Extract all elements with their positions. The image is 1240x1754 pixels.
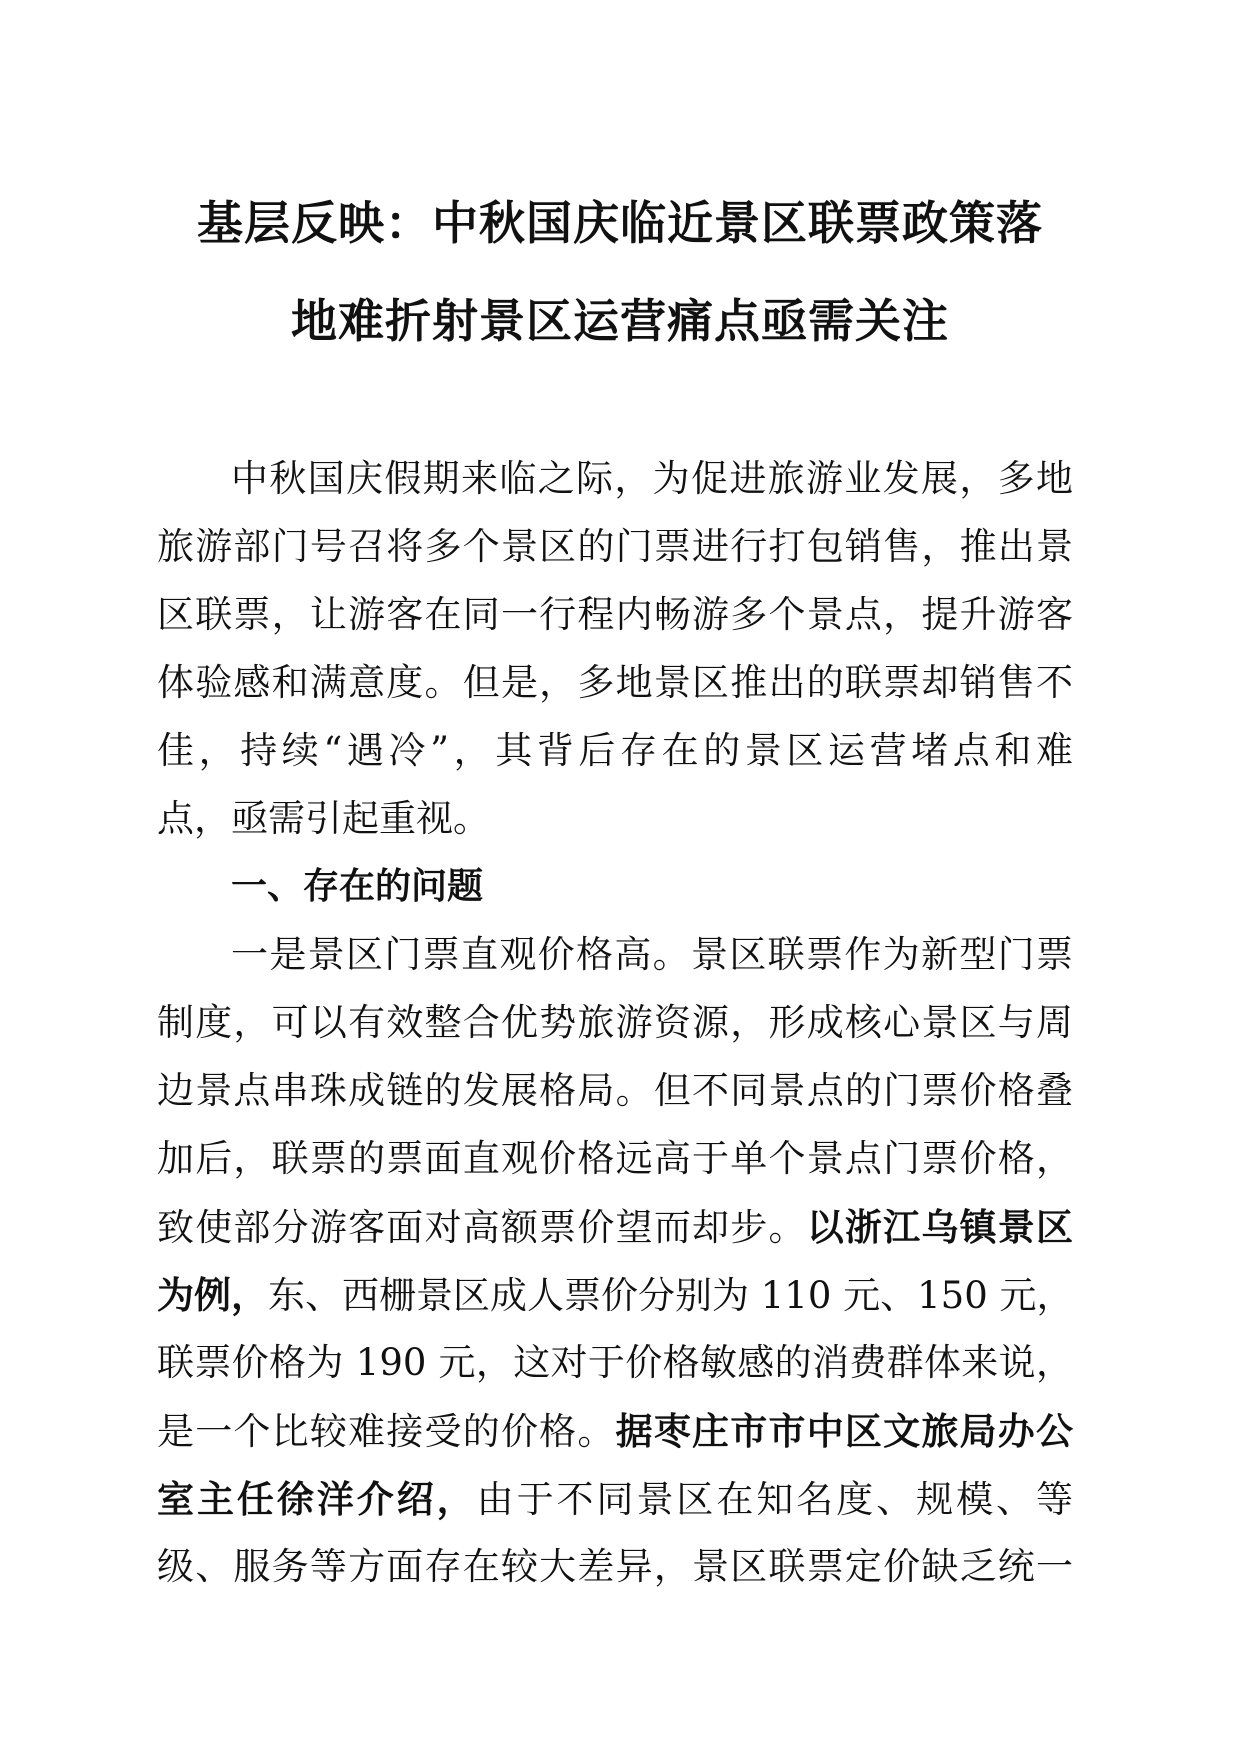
text-line bbox=[157, 1193, 1073, 1261]
text-line: 点，亟需引起重视。 bbox=[157, 797, 490, 840]
text-line: 一是景区门票直观价格高。景区联票作为新型门票 bbox=[231, 933, 1073, 976]
text-line bbox=[157, 1397, 1073, 1465]
text-line: 中秋国庆假期来临之际，为促进旅游业发展，多地 bbox=[231, 457, 1073, 500]
section-heading: 一、存在的问题 bbox=[231, 866, 484, 907]
bold-text-segment: 以浙江乌镇景区 bbox=[806, 1205, 1074, 1249]
text-line: 旅游部门号召将多个景区的门票进行打包销售，推出景 bbox=[157, 525, 1073, 568]
bold-text-segment: 据枣庄市市中区文旅局办公 bbox=[615, 1409, 1074, 1453]
text-line: 区联票，让游客在同一行程内畅游多个景点，提升游客 bbox=[157, 593, 1073, 636]
text-line: 加后，联票的票面直观价格远高于单个景点门票价格， bbox=[157, 1137, 1073, 1180]
text-segment: 东、西栅景区成人票价分别为 110 元、150 元， bbox=[268, 1274, 1074, 1317]
text-segment: 由于不同景区在知名度、规模、等 bbox=[476, 1478, 1074, 1521]
paragraph-problem-1 bbox=[157, 921, 1073, 1601]
document-body bbox=[157, 445, 1073, 1601]
text-line: 联票价格为 190 元，这对于价格敏感的消费群体来说， bbox=[157, 1341, 1073, 1384]
text-line: 体验感和满意度。但是，多地景区推出的联票却销售不 bbox=[157, 661, 1073, 704]
text-segment: 致使部分游客面对高额票价望而却步。 bbox=[157, 1206, 807, 1249]
document-title-line-1: 基层反映：中秋国庆临近景区联票政策落 bbox=[197, 196, 1043, 250]
text-line bbox=[157, 1261, 1073, 1329]
bold-text-segment: 为例， bbox=[157, 1273, 268, 1317]
text-line: 级、服务等方面存在较大差异，景区联票定价缺乏统一 bbox=[157, 1545, 1073, 1588]
document-title-line-2: 地难折射景区运营痛点亟需关注 bbox=[291, 294, 949, 348]
paragraph-intro bbox=[157, 445, 1073, 853]
text-line: 佳，持续“遇冷”，其背后存在的景区运营堵点和难 bbox=[157, 729, 1073, 772]
text-segment: 是一个比较难接受的价格。 bbox=[157, 1410, 616, 1453]
bold-text-segment: 室主任徐洋介绍， bbox=[157, 1477, 477, 1521]
text-line bbox=[157, 1465, 1073, 1533]
text-line: 边景点串珠成链的发展格局。但不同景点的门票价格叠 bbox=[157, 1069, 1073, 1112]
text-line: 制度，可以有效整合优势旅游资源，形成核心景区与周 bbox=[157, 1001, 1073, 1044]
